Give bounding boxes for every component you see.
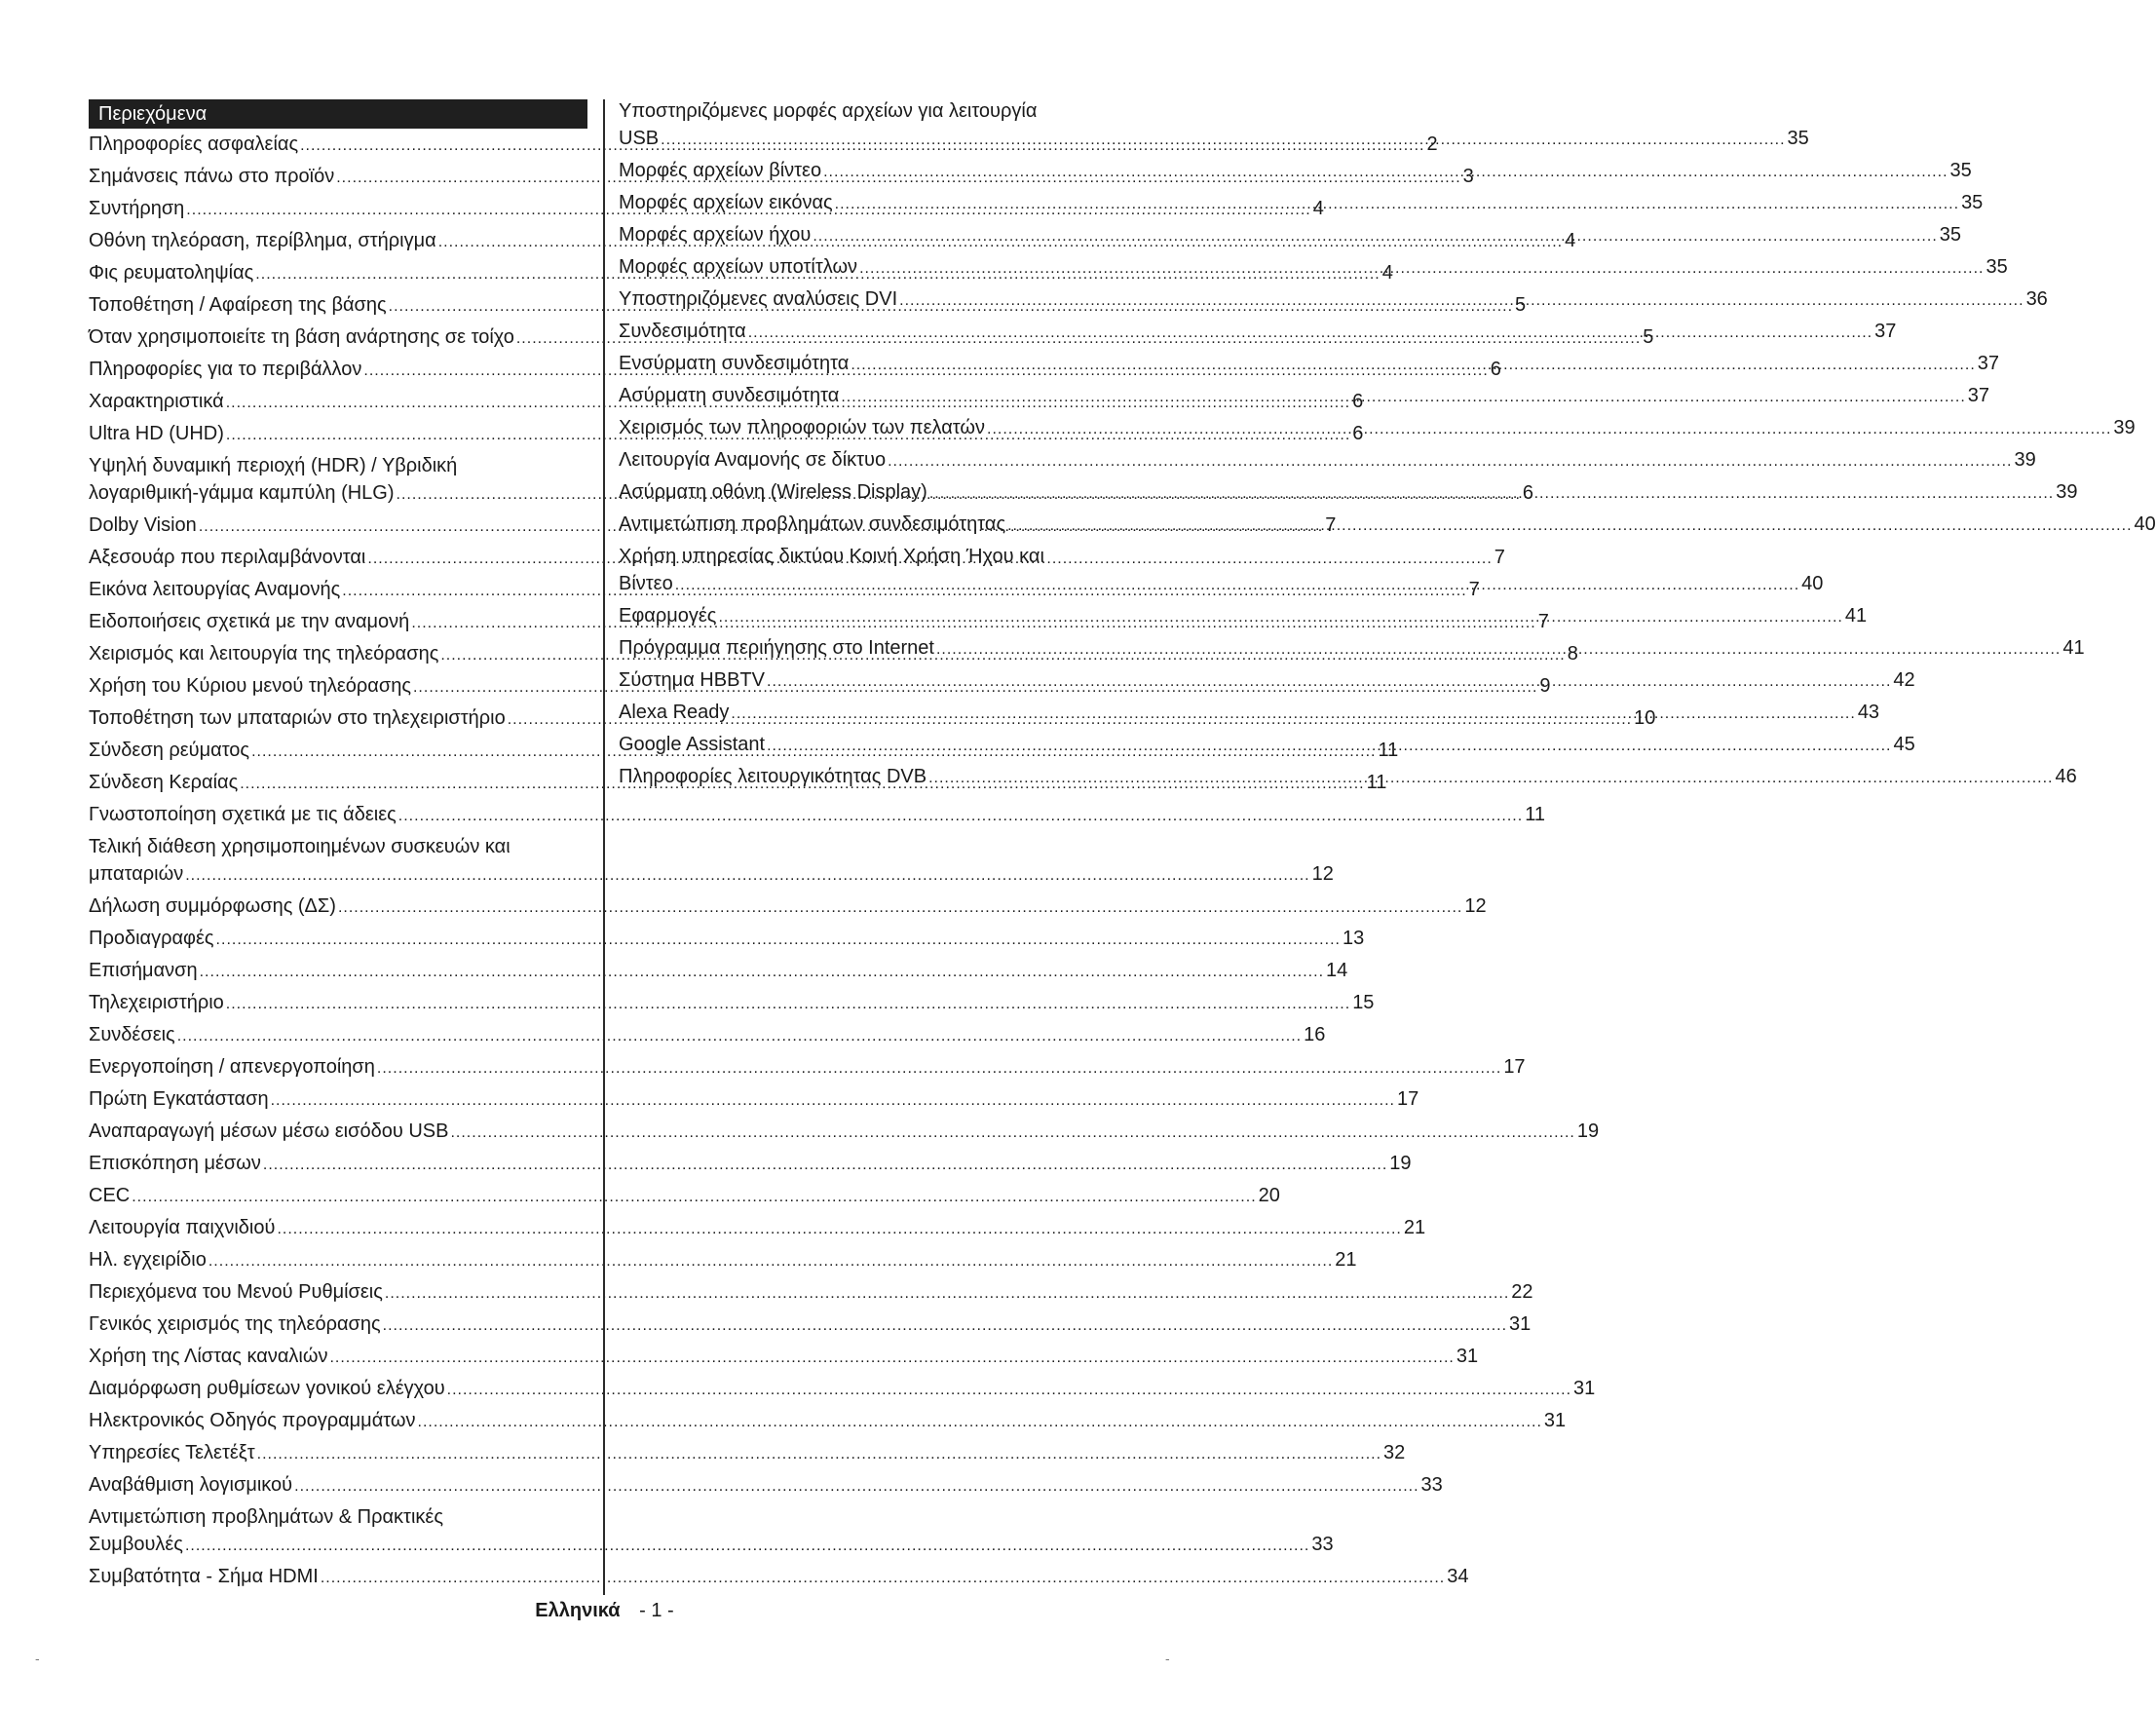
toc-entry[interactable] <box>89 989 1375 1016</box>
dot-leader <box>450 1118 1574 1147</box>
dot-leader <box>185 1531 1309 1560</box>
toc-entry-row <box>619 382 1990 409</box>
toc-entry-page: 36 <box>2025 288 2048 310</box>
toc-entry-row <box>89 1471 1443 1499</box>
toc-heading: Περιεχόμενα <box>89 99 587 129</box>
dot-leader <box>987 414 2111 443</box>
toc-entry-page: 7 <box>1494 547 1505 568</box>
toc-entry[interactable] <box>619 253 2008 281</box>
toc-entry-title: μπαταριών <box>89 863 184 885</box>
toc-entry-title: Dolby Vision <box>89 514 197 536</box>
toc-entry-page: 19 <box>1576 1120 1600 1142</box>
toc-entry-title: Χρήση του Κύριου μενού τηλεόρασης <box>89 675 411 697</box>
toc-entry-title: Μορφές αρχείων εικόνας <box>619 192 833 213</box>
toc-entry-page: 7 <box>1537 611 1549 632</box>
toc-entry-title: Πληροφορίες για το περιβάλλον <box>89 359 362 380</box>
toc-entry-title: Μορφές αρχείων βίντεο <box>619 160 822 181</box>
dot-leader <box>841 382 1965 411</box>
toc-entry-title: Εφαρμογές <box>619 605 717 627</box>
toc-entry-row <box>619 570 1824 597</box>
toc-entry-row <box>619 446 2036 474</box>
toc-entry-title: Δήλωση συμμόρφωσης (ΔΣ) <box>89 895 336 917</box>
toc-entry[interactable] <box>619 318 1897 345</box>
toc-entry-page: 6 <box>1352 391 1364 412</box>
toc-entry-row <box>89 1439 1406 1466</box>
dot-leader <box>377 1053 1501 1082</box>
toc-entry[interactable] <box>89 1246 1357 1273</box>
toc-entry-row <box>89 1150 1412 1177</box>
toc-entry-page: 42 <box>1893 669 1915 691</box>
toc-entry-title: Επισκόπηση μέσων <box>89 1153 261 1174</box>
toc-entry-row <box>89 1375 1596 1402</box>
toc-entry-title: Οθόνη τηλεόραση, περίβλημα, στήριγμα <box>89 230 436 251</box>
toc-entry[interactable] <box>89 833 1334 888</box>
dot-leader <box>767 666 1891 696</box>
dot-leader <box>835 189 1959 218</box>
toc-entry-page: 39 <box>2014 449 2036 471</box>
toc-entry-title: USB <box>619 128 660 149</box>
dot-leader <box>257 1439 1381 1468</box>
toc-entry-row <box>89 860 1334 888</box>
toc-entry-row <box>89 1118 1600 1145</box>
toc-entry-row <box>619 157 1972 184</box>
toc-entry[interactable] <box>89 957 1348 984</box>
dot-leader <box>200 957 1324 986</box>
toc-entry-title: Σημάνσεις πάνω στο προϊόν <box>89 166 335 187</box>
toc-entry[interactable] <box>619 414 2136 441</box>
toc-entry-page: 4 <box>1565 230 1576 251</box>
toc-entry-title-line1: Υποστηριζόμενες μορφές αρχείων για λειτουργία <box>619 100 1038 122</box>
toc-entry-title: Συνδέσεις <box>89 1024 175 1045</box>
dot-leader <box>383 1310 1507 1340</box>
toc-entry-row <box>89 1278 1533 1306</box>
toc-entry-title: Google Assistant <box>619 734 766 755</box>
toc-entry[interactable] <box>89 1343 1479 1370</box>
toc-entry-page: 33 <box>1311 1534 1334 1555</box>
toc-entry-row <box>89 1214 1426 1241</box>
toc-entry-title: Ultra HD (UHD) <box>89 423 224 444</box>
toc-entry-row <box>619 602 1868 629</box>
toc-entry-title: Συμβατότητα - Σήμα HDMI <box>89 1566 319 1587</box>
dot-leader <box>731 699 1855 728</box>
toc-entry-title: Λειτουργία παιχνιδιού <box>89 1217 276 1238</box>
toc-entry-title: Τοποθέτηση των μπαταριών στο τηλεχειριστήριο <box>89 707 506 729</box>
toc-entry-page: 31 <box>1509 1313 1532 1335</box>
dot-leader <box>208 1246 1333 1275</box>
toc-entry[interactable] <box>89 1214 1426 1241</box>
dot-leader <box>936 634 2061 664</box>
toc-entry-page: 17 <box>1503 1056 1526 1078</box>
toc-entry[interactable] <box>89 1150 1412 1177</box>
toc-entry[interactable] <box>89 1563 1469 1590</box>
toc-entry-title: Αναπαραγωγή μέσων μέσω εισόδου USB <box>89 1120 449 1142</box>
toc-entry-title: Χρήση της Λίστας καναλιών <box>89 1346 328 1367</box>
toc-entry[interactable] <box>89 1439 1406 1466</box>
toc-entry-page: 15 <box>1352 992 1375 1013</box>
dot-leader <box>767 731 1891 760</box>
toc-entry-title: Πρόγραμμα περιήγησης στο Internet <box>619 637 934 659</box>
toc-entry-row <box>89 925 1365 952</box>
dot-leader <box>859 253 1984 283</box>
toc-entry-title: Τηλεχειριστήριο <box>89 992 224 1013</box>
toc-entry-title: Περιεχόμενα του Μενού Ρυθμίσεις <box>89 1281 383 1303</box>
dot-leader <box>447 1375 1571 1404</box>
toc-entry-page: 8 <box>1567 643 1578 665</box>
toc-entry-row <box>89 1407 1567 1434</box>
toc-entry-title: Ασύρματη οθόνη (Wireless Display) <box>619 481 927 503</box>
dot-leader <box>263 1150 1387 1179</box>
toc-entry[interactable] <box>89 1310 1532 1338</box>
toc-entry-page: 9 <box>1539 675 1551 697</box>
toc-entry[interactable] <box>89 1053 1526 1081</box>
toc-entry-title: Ηλεκτρονικός Οδηγός προγραμμάτων <box>89 1410 416 1431</box>
toc-entry-row <box>89 1343 1479 1370</box>
toc-entry[interactable] <box>89 1278 1533 1306</box>
toc-entry-title: Μορφές αρχείων ήχου <box>619 224 812 246</box>
dot-leader <box>851 350 1975 379</box>
toc-entry-title: Λειτουργία Αναμονής σε δίκτυο <box>619 449 887 471</box>
toc-entry-row <box>619 478 2078 506</box>
toc-entry-page: 37 <box>1967 385 1990 406</box>
toc-entry-page: 35 <box>1787 128 1809 149</box>
toc-entry[interactable] <box>619 350 2000 377</box>
toc-entry-title: Ειδοποιήσεις σχετικά με την αναμονή <box>89 611 410 632</box>
toc-entry-title: Alexa Ready <box>619 702 730 723</box>
toc-entry-title: Συντήρηση <box>89 198 185 219</box>
footer-page-number: - 1 - <box>639 1600 674 1621</box>
toc-entry-row <box>619 285 2048 313</box>
page-footer <box>0 1600 1209 1622</box>
toc-entry-page: 5 <box>1643 326 1654 348</box>
toc-entry-page: 2 <box>1426 133 1438 155</box>
dot-leader <box>888 446 2012 475</box>
toc-entry-row <box>619 318 1897 345</box>
toc-entry-page: 35 <box>1961 192 1984 213</box>
toc-entry-page: 21 <box>1403 1217 1426 1238</box>
toc-entry-row <box>89 1246 1357 1273</box>
toc-entry[interactable] <box>619 634 2085 662</box>
toc-entry-title: Σύστημα HBBTV <box>619 669 765 691</box>
footer-language: Ελληνικά <box>535 1600 621 1621</box>
dot-leader <box>329 1343 1454 1372</box>
toc-entry-page: 7 <box>1325 514 1337 536</box>
toc-entry-title: Πληροφορίες ασφαλείας <box>89 133 299 155</box>
toc-entry-page: 45 <box>1893 734 1915 755</box>
toc-entry-title: λογαριθμική-γάμμα καμπύλη (HLG) <box>89 482 395 504</box>
toc-entry-title: Ηλ. εγχειρίδιο <box>89 1249 207 1271</box>
toc-entry-row <box>89 1021 1326 1048</box>
toc-entry-title: Επισήμανση <box>89 960 198 981</box>
toc-entry-title: Συμβουλές <box>89 1534 183 1555</box>
toc-entry-page: 6 <box>1522 482 1534 504</box>
toc-entry-row <box>89 957 1348 984</box>
column-divider <box>603 99 605 1595</box>
toc-entry-title: Τοποθέτηση / Αφαίρεση της βάσης <box>89 294 387 316</box>
dot-leader <box>823 157 1948 186</box>
toc-entry-row <box>619 511 2156 538</box>
toc-entry-title: Ενεργοποίηση / απενεργοποίηση <box>89 1056 375 1078</box>
dot-leader <box>177 1021 1302 1050</box>
toc-entry[interactable] <box>89 801 1545 828</box>
dot-leader <box>226 989 1350 1018</box>
toc-entry-page: 11 <box>1525 804 1545 825</box>
toc-entry[interactable] <box>619 602 1868 629</box>
toc-entry-page: 35 <box>1939 224 1962 246</box>
dot-leader <box>1007 511 2132 540</box>
toc-entry[interactable] <box>619 543 1824 597</box>
toc-entry-page: 14 <box>1326 960 1348 981</box>
toc-entry-page: 5 <box>1515 294 1527 316</box>
dot-leader <box>929 478 2054 508</box>
toc-entry-page: 31 <box>1543 1410 1567 1431</box>
toc-entry-title: Σύνδεση Κεραίας <box>89 772 239 793</box>
dot-leader <box>277 1214 1401 1243</box>
toc-entry-title: Διαμόρφωση ρυθμίσεων γονικού ελέγχου <box>89 1378 445 1399</box>
toc-entry-title: Πληροφορίες λειτουργικότητας DVB <box>619 766 927 787</box>
toc-entry-title: CEC <box>89 1185 131 1206</box>
toc-entry-row <box>89 1531 1334 1558</box>
toc-entry-page: 11 <box>1366 772 1387 793</box>
toc-entry-row <box>89 801 1545 828</box>
toc-entry-title: Πρώτη Εγκατάσταση <box>89 1088 269 1110</box>
toc-entry-title: Υποστηριζόμενες αναλύσεις DVI <box>619 288 898 310</box>
toc-entry-row <box>619 221 1962 248</box>
toc-entry-page: 3 <box>1462 166 1474 187</box>
toc-entry-page: 41 <box>1844 605 1868 627</box>
toc-entry[interactable] <box>619 285 2048 313</box>
toc-entry-title: Εικόνα λειτουργίας Αναμονής <box>89 579 341 600</box>
toc-entry[interactable] <box>619 478 2078 506</box>
dot-leader <box>271 1085 1395 1115</box>
toc-entry-page: 7 <box>1468 579 1480 600</box>
toc-entry-page: 31 <box>1456 1346 1479 1367</box>
toc-entry[interactable] <box>89 1407 1567 1434</box>
toc-entry[interactable] <box>619 382 1990 409</box>
toc-entry-title: Φις ρευματοληψίας <box>89 262 254 284</box>
dot-leader <box>321 1563 1445 1592</box>
toc-entry-row <box>89 892 1487 920</box>
toc-entry-row <box>89 1182 1280 1209</box>
toc-entry-page: 13 <box>1342 928 1365 949</box>
dot-leader <box>185 860 1309 890</box>
toc-entry-title: Αξεσουάρ που περιλαμβάνονται <box>89 547 366 568</box>
toc-entry[interactable] <box>89 1375 1596 1402</box>
dot-leader <box>418 1407 1542 1436</box>
dot-leader <box>748 318 1872 347</box>
toc-entry-page: 6 <box>1490 359 1501 380</box>
toc-entry-row <box>89 1563 1469 1590</box>
toc-entry-page: 37 <box>1977 353 2000 374</box>
toc-entry[interactable] <box>619 157 1972 184</box>
toc-entry-page: 22 <box>1511 1281 1533 1303</box>
toc-entry-page: 4 <box>1312 198 1324 219</box>
corner-mark-left: - <box>35 1651 40 1666</box>
toc-entry-page: 19 <box>1389 1153 1412 1174</box>
toc-entry-page: 32 <box>1383 1442 1406 1463</box>
toc-entry-row <box>619 414 2136 441</box>
dot-leader <box>718 602 1842 631</box>
toc-entry[interactable] <box>619 221 1962 248</box>
toc-entry-page: 41 <box>2062 637 2085 659</box>
toc-entry-title-line1: Χρήση υπηρεσίας δικτύου Κοινή Χρήση Ήχου και <box>619 546 1044 567</box>
toc-entry-page: 35 <box>1986 256 2008 278</box>
toc-entry-title: Χειρισμός των πληροφοριών των πελατών <box>619 417 985 438</box>
toc-entry-title: Μορφές αρχείων υποτίτλων <box>619 256 858 278</box>
dot-leader <box>338 892 1462 922</box>
toc-entry-row <box>619 666 1915 694</box>
dot-leader <box>294 1471 1418 1500</box>
toc-entry-page: 17 <box>1396 1088 1419 1110</box>
toc-entry-row <box>89 989 1375 1016</box>
toc-entry-page: 39 <box>2056 481 2078 503</box>
toc-entry-title: Γενικός χειρισμός της τηλεόρασης <box>89 1313 381 1335</box>
dot-leader <box>813 221 1937 250</box>
dot-leader <box>928 763 2053 792</box>
toc-entry-page: 34 <box>1447 1566 1469 1587</box>
corner-mark-right: - <box>1165 1651 1170 1666</box>
toc-entry-page: 46 <box>2055 766 2077 787</box>
toc-entry-page: 40 <box>2134 513 2156 535</box>
toc-entry-page: 12 <box>1311 863 1334 885</box>
toc-entry-title: Ασύρματη συνδεσιμότητα <box>619 385 840 406</box>
toc-entry-row <box>619 634 2085 662</box>
toc-entry-title: Χειρισμός και λειτουργία της τηλεόρασης <box>89 643 439 665</box>
toc-entry-row <box>619 189 1984 216</box>
toc-entry-title: Αναβάθμιση λογισμικού <box>89 1474 293 1496</box>
toc-entry-page: 35 <box>1949 160 1972 181</box>
toc-entry-title: Σύνδεση ρεύματος <box>89 740 250 761</box>
dot-leader <box>132 1182 1256 1211</box>
dot-leader <box>675 570 1799 599</box>
toc-entry-page: 33 <box>1420 1474 1443 1496</box>
toc-entry[interactable] <box>619 446 2036 474</box>
toc-entry[interactable] <box>619 666 1915 694</box>
toc-entry-page: 31 <box>1573 1378 1596 1399</box>
toc-entry-page: 37 <box>1874 321 1897 342</box>
dot-leader <box>385 1278 1509 1308</box>
toc-entry-page: 12 <box>1464 895 1487 917</box>
toc-entry[interactable] <box>89 1503 1334 1558</box>
toc-entry-title: Συνδεσιμότητα <box>619 321 746 342</box>
toc-entry-title-line1: Αντιμετώπιση προβλημάτων & Πρακτικές <box>89 1506 443 1528</box>
toc-entry-page: 11 <box>1378 740 1399 761</box>
toc-entry-title: Αντιμετώπιση προβλημάτων συνδεσιμότητας <box>619 513 1006 535</box>
toc-entry-title: Όταν χρησιμοποιείτε τη βάση ανάρτησης σε τοίχο <box>89 326 514 348</box>
toc-entry-page: 40 <box>1801 573 1824 594</box>
dot-leader <box>661 125 1785 154</box>
toc-entry-title: Προδιαγραφές <box>89 928 214 949</box>
toc-entry-page: 39 <box>2113 417 2136 438</box>
toc-entry-page: 43 <box>1857 702 1880 723</box>
dot-leader <box>216 925 1341 954</box>
dot-leader <box>398 801 1523 830</box>
toc-entry-title: Βίντεο <box>619 573 673 594</box>
toc-entry[interactable] <box>89 892 1487 920</box>
toc-entry-title-line1: Τελική διάθεση χρησιμοποιημένων συσκευών και <box>89 836 511 857</box>
toc-entry-page: 4 <box>1381 262 1393 284</box>
toc-entry[interactable] <box>89 1182 1280 1209</box>
toc-entry[interactable] <box>89 1021 1326 1048</box>
toc-entry-page: 16 <box>1304 1024 1326 1045</box>
dot-leader <box>899 285 2024 315</box>
toc-entry[interactable] <box>89 1085 1419 1113</box>
toc-entry[interactable] <box>89 1118 1600 1145</box>
toc-entry-row <box>89 1053 1526 1081</box>
toc-entry-title-line1: Υψηλή δυναμική περιοχή (HDR) / Υβριδική <box>89 455 458 476</box>
toc-entry[interactable] <box>619 189 1984 216</box>
toc-entry-row <box>89 1085 1419 1113</box>
toc-entry-page: 20 <box>1258 1185 1280 1206</box>
toc-entry-page: 21 <box>1335 1249 1357 1271</box>
toc-entry-page: 10 <box>1634 707 1656 729</box>
toc-entry-title: Υπηρεσίες Τελετέξτ <box>89 1442 255 1463</box>
toc-entry-row <box>89 1310 1532 1338</box>
toc-entry[interactable] <box>619 97 1809 152</box>
toc-entry-row <box>619 125 1809 152</box>
toc-entry[interactable] <box>89 1471 1443 1499</box>
toc-entry[interactable] <box>619 511 2156 538</box>
toc-entry-title: Χαρακτηριστικά <box>89 391 224 412</box>
toc-entry[interactable] <box>89 925 1365 952</box>
toc-entry-row <box>619 253 2008 281</box>
toc-entry-title: Γνωστοποίηση σχετικά με τις άδειες <box>89 804 397 825</box>
toc-entry-page: 6 <box>1352 423 1364 444</box>
toc-entry-title: Ενσύρματη συνδεσιμότητα <box>619 353 850 374</box>
toc-entry-row <box>619 350 2000 377</box>
